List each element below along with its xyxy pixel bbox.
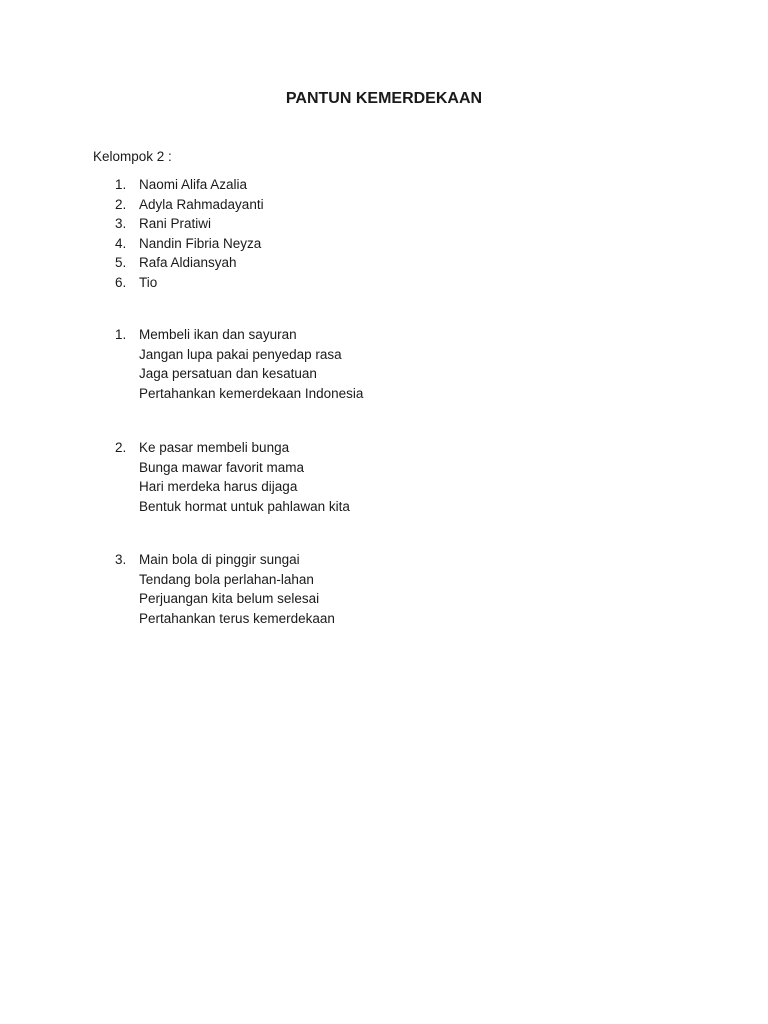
pantun-line: Tendang bola perlahan-lahan <box>139 571 314 587</box>
member-number: 1. <box>115 177 127 192</box>
member-name: Rani Pratiwi <box>139 216 212 232</box>
member-name: Adyla Rahmadayanti <box>139 196 264 212</box>
pantun-number: 2. <box>115 440 127 455</box>
pantun-1 <box>115 325 363 403</box>
document-title: PANTUN KEMERDEKAAN <box>285 90 483 107</box>
member-number: 2. <box>115 196 127 212</box>
pantun-number: 1. <box>115 327 127 342</box>
member-item <box>115 214 264 234</box>
pantun-2 <box>115 438 350 516</box>
member-name: Nandin Fibria Neyza <box>139 235 262 251</box>
member-name: Naomi Alifa Azalia <box>139 177 248 192</box>
member-name: Tio <box>139 274 158 290</box>
pantun-line: Perjuangan kita belum selesai <box>139 591 320 607</box>
member-item <box>115 234 264 254</box>
group-label: Kelompok 2 : <box>93 149 172 164</box>
pantun-line: Bentuk hormat untuk pahlawan kita <box>139 498 350 514</box>
member-item <box>115 253 264 273</box>
member-list <box>115 175 264 293</box>
pantun-line-text: Membeli ikan dan sayuran <box>139 327 297 342</box>
pantun-line <box>115 438 350 458</box>
pantun-line <box>115 325 363 345</box>
member-number: 6. <box>115 274 127 290</box>
pantun-line: Hari merdeka harus dijaga <box>139 479 298 495</box>
member-number: 4. <box>115 235 127 251</box>
pantun-line-text: Ke pasar membeli bunga <box>139 440 290 455</box>
member-item <box>115 175 264 195</box>
pantun-line: Pertahankan terus kemerdekaan <box>139 610 335 626</box>
member-number: 3. <box>115 216 127 232</box>
pantun-3 <box>115 550 335 628</box>
member-item <box>115 195 264 215</box>
member-number: 5. <box>115 255 127 271</box>
pantun-number: 3. <box>115 552 127 567</box>
pantun-line <box>115 550 335 570</box>
pantun-line-text: Main bola di pinggir sungai <box>139 552 300 567</box>
pantun-line: Pertahankan kemerdekaan Indonesia <box>139 385 364 401</box>
pantun-line: Bunga mawar favorit mama <box>139 459 305 475</box>
pantun-line: Jaga persatuan dan kesatuan <box>139 366 317 382</box>
pantun-line: Jangan lupa pakai penyedap rasa <box>139 346 342 362</box>
member-item <box>115 273 264 293</box>
member-name: Rafa Aldiansyah <box>139 255 237 271</box>
